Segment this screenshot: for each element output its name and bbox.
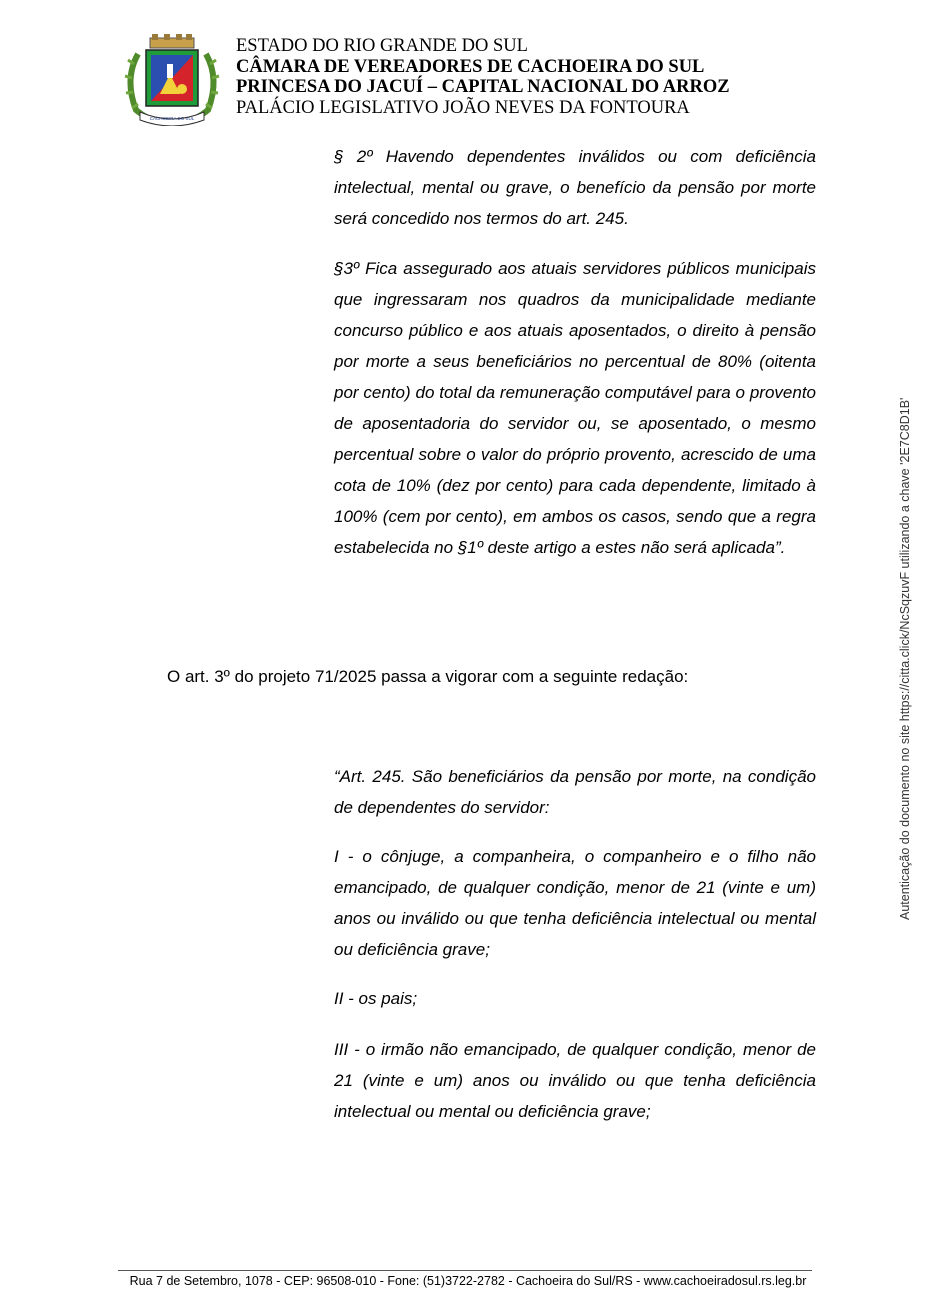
- letterhead-line-motto: PRINCESA DO JACUÍ – CAPITAL NACIONAL DO ARROZ: [236, 77, 730, 97]
- letterhead-line-state: ESTADO DO RIO GRANDE DO SUL: [236, 36, 528, 56]
- footer-address: Rua 7 de Setembro, 1078 - CEP: 96508-010 - Fone: (51)3722-2782 - Cachoeira do Sul/RS - www.cachoeiradosul.rs.leg.br: [129, 1274, 807, 1288]
- authentication-note-text: Autenticação do documento no site https://citta.click/NcSqzuvF utilizando a chave '2E7C8D1B': [898, 397, 912, 920]
- letterhead: [118, 34, 838, 126]
- letterhead-line-chamber: CÂMARA DE VEREADORES DE CACHOEIRA DO SUL: [236, 56, 705, 77]
- letterhead-line-palace: PALÁCIO LEGISLATIVO JOÃO NEVES DA FONTOURA: [236, 97, 690, 118]
- paragraph-section-3: §3º Fica assegurado aos atuais servidores públicos municipais que ingressaram nos quadros da municipalidade mediante concurso público e aos atuais aposentados, o direito à pensão por morte a seus beneficiários no percentual de 80% (oitenta por cento) do total da remuneração computável para o provento de aposentadoria do servidor ou, se aposentado, o mesmo percentual sobre o valor do próprio provento, acrescido de uma cota de 10% (dez por cento) para cada dependente, limitado à 100% (cem por cento), em ambos os casos, sendo que a regra estabelecida no §1º deste artigo a estes não será aplicada”.: [334, 259, 816, 557]
- article-item-iii: III - o irmão não emancipado, de qualquer condição, menor de 21 (vinte e um) anos ou inválido ou que tenha deficiência intelectual ou mental ou deficiência grave;: [334, 1040, 816, 1121]
- coat-of-arms-icon: [120, 34, 224, 126]
- article-245-heading: “Art. 245. São beneficiários da pensão por morte, na condição de dependentes do servidor:: [334, 767, 816, 817]
- intro-paragraph: O art. 3º do projeto 71/2025 passa a vigorar com a seguinte redação:: [167, 667, 689, 686]
- letterhead-text: [236, 36, 730, 118]
- article-item-i: I - o cônjuge, a companheira, o companheiro e o filho não emancipado, de qualquer condição, menor de 21 (vinte e um) anos ou inválido ou que tenha deficiência intelectual ou mental ou deficiência grave;: [334, 847, 816, 959]
- article-item-ii: II - os pais;: [334, 989, 418, 1008]
- footer-divider: [118, 1270, 812, 1271]
- svg-text:CACHOEIRA DO SUL: CACHOEIRA DO SUL: [149, 116, 195, 121]
- paragraph-section-2: § 2º Havendo dependentes inválidos ou com deficiência intelectual, mental ou grave, o benefício da pensão por morte será concedido nos termos do art. 245.: [334, 147, 816, 228]
